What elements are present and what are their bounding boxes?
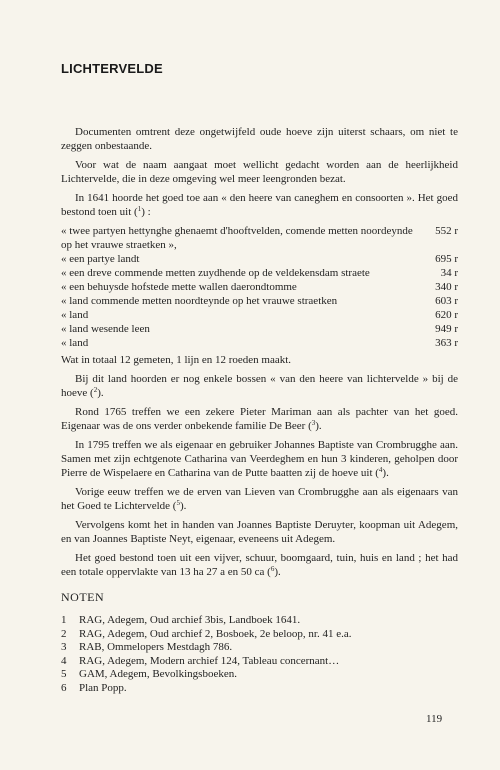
paragraph: In 1795 treffen we als eigenaar en gebruiker Johannes Baptiste van Crombrugghe aan. Samen met zijn echtgenote Catharina van Veerdeghem en hun 3 kinderen, geholpen door Pierre de Wispelaere en Catharina van de Putte baatten zij de hoeve uit ($^4$). [61, 439, 458, 479]
footnote-ref: 4 [378, 466, 383, 474]
page-number: 119 [426, 713, 443, 725]
notes-heading: NOTEN [61, 590, 105, 604]
list-item: « land commende metten noordteynde op het vrauwe straetken 603 r [61, 295, 458, 307]
note-item: 1 RAG, Adegem, Oud archief 3bis, Landboek 1641. [61, 614, 301, 626]
list-item: « een partye landt 695 r [61, 253, 458, 265]
footnote-ref: 3 [311, 419, 316, 427]
paragraph: Vervolgens komt het in handen van Joannes Baptiste Deruyter, koopman uit Adegem, en van Joannes Baptiste Neyt, eigenaar, eveneens uit Adegem. [61, 519, 458, 545]
list-item: « land wesende leen 949 r [61, 323, 458, 335]
page-heading: LICHTERVELDE [61, 61, 163, 76]
list-item: « twee partyen hettynghe ghenaemt d'hooftvelden, comende metten noordeynde op het vrauwe straetken », 552 r [61, 225, 458, 251]
note-item: 4 RAG, Adegem, Modern archief 124, Tableau concernant… [61, 654, 340, 667]
paragraph: Voor wat de naam aangaat moet wellicht gedacht worden aan de heerlijkheid Lichtervelde, die in deze omgeving wel meer leengronden bezat. [61, 159, 458, 185]
note-item: 2 RAG, Adegem, Oud archief 2, Bosboek, 2e beloop, nr. 41 e.a. [61, 627, 352, 640]
note-item: 6 Plan Popp. [61, 681, 127, 694]
list-item: « een behuysde hofstede mette wallen daerondtomme 340 r [61, 281, 458, 293]
land-parcel-list [61, 224, 458, 350]
paragraph: Rond 1765 treffen we een zekere Pieter Mariman aan als pachter van het goed. Eigenaar was de ons verder onbekende familie De Beer ($^3$). [61, 406, 458, 432]
paragraph: Vorige eeuw treffen we de erven van Lieven van Crombrugghe aan als eigenaars van het Goed te Lichtervelde ($^5$). [61, 486, 458, 512]
paragraph: Het goed bestond toen uit een vijver, schuur, boomgaard, tuin, huis en land ; het had een totale oppervlakte van 13 ha 27 a en 50 ca ($^6$). [61, 552, 458, 578]
paragraph: Documenten omtrent deze ongetwijfeld oude hoeve zijn uiterst schaars, om niet te zeggen onbestaande. [61, 126, 458, 152]
notes-list [61, 614, 441, 696]
paragraph: In 1641 hoorde het goed toe aan « den heere van caneghem en consoorten ». Het goed bestond toen uit ($^1$) : [61, 192, 458, 218]
footnote-ref: 6 [270, 565, 275, 573]
paragraph: Wat in totaal 12 gemeten, 1 lijn en 12 roeden maakt. [61, 354, 292, 366]
body-text [61, 125, 458, 584]
footnote-ref: 1 [137, 205, 142, 213]
list-item: « land 620 r [61, 309, 458, 321]
list-item: « een dreve commende metten zuydhende op de veldekensdam straete 34 r [61, 267, 458, 279]
list-item: « land 363 r [61, 337, 458, 349]
footnote-ref: 2 [93, 386, 98, 394]
paragraph: Bij dit land hoorden er nog enkele bossen « van den heere van lichtervelde » bij de hoeve ($^2$). [61, 373, 458, 399]
footnote-ref: 5 [176, 499, 180, 507]
note-item: 5 GAM, Adegem, Bevolkingsboeken. [61, 668, 237, 681]
note-item: 3 RAB, Ommelopers Mestdagh 786. [61, 641, 233, 654]
